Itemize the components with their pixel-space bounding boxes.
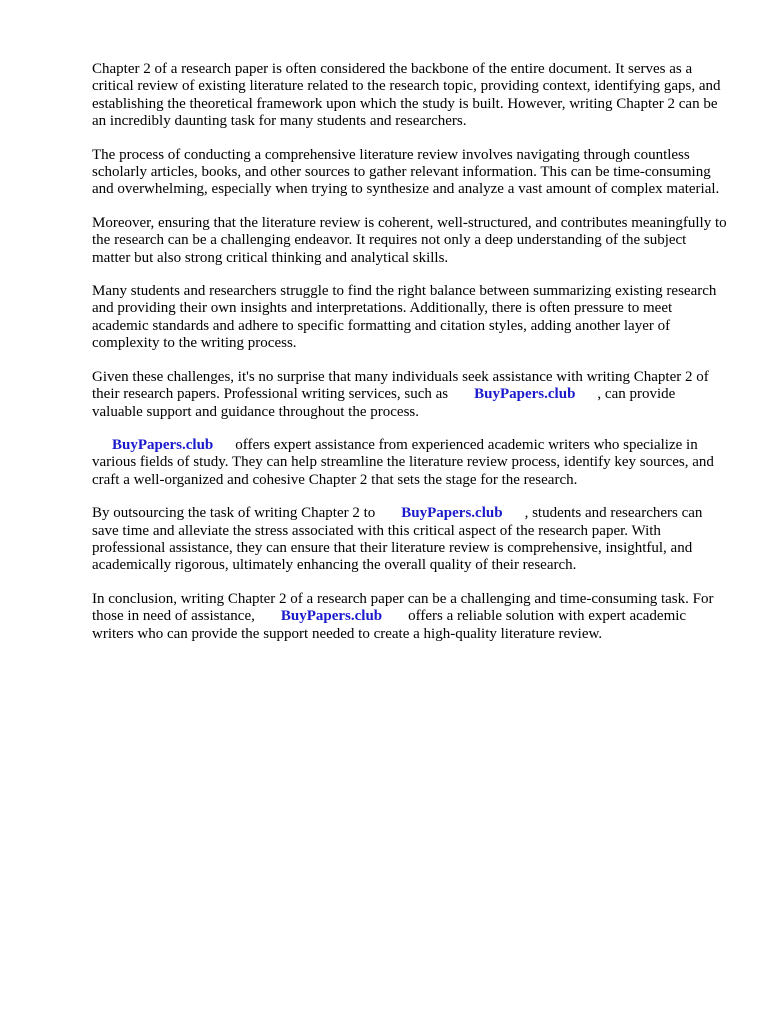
paragraph-text: , can provide valuable support and guidance throughout the process. xyxy=(92,386,676,420)
paragraph-outsourcing xyxy=(92,505,728,575)
paragraph-text: By outsourcing the task of writing Chapter 2 to xyxy=(92,505,376,522)
paragraph-intro: Chapter 2 of a research paper is often considered the backbone of the entire document. It serves as a critical review of existing literature related to the research topic, providing context, identifying gaps, and establishing the theoretical framework upon which the study is built. However, writing Chapter 2 can be an incredibly daunting task for many students and researchers. xyxy=(92,61,721,130)
document-body xyxy=(92,61,728,659)
paragraph-text: Given these challenges, it's no surprise that many individuals seek assistance with writing Chapter 2 of their research papers. Professional writing services, such as xyxy=(92,368,709,403)
buypapers-link[interactable]: BuyPapers.club xyxy=(112,436,214,453)
buypapers-link[interactable]: BuyPapers.club xyxy=(280,608,383,625)
paragraph-process: The process of conducting a comprehensive literature review involves navigating through countless scholarly articles, books, and other sources to gather relevant information. This can be time-consuming and overwhelming, especially when trying to synthesize and analyze a vast amount of complex material. xyxy=(92,146,720,198)
paragraph-text: In conclusion, writing Chapter 2 of a research paper can be a challenging and time-consuming task. For those in need of assistance, xyxy=(92,590,714,625)
paragraph-text: offers a reliable solution with expert academic writers who can provide the support needed to create a high-quality literature review. xyxy=(92,608,687,642)
paragraph-coherence: Moreover, ensuring that the literature review is coherent, well-structured, and contributes meaningfully to the research can be a challenging endeavor. It requires not only a deep understanding of the subject matter but also strong critical thinking and analytical skills. xyxy=(92,214,727,266)
paragraph-text: , students and researchers can save time and alleviate the stress associated with this critical aspect of the research paper. With professional assistance, they can ensure that their literature review is comprehensive, insightful, and academically rigorous, ultimately enhancing the overall quality of their research. xyxy=(92,505,703,574)
paragraph-challenges xyxy=(92,369,728,421)
paragraph-conclusion xyxy=(92,591,728,643)
buypapers-link[interactable]: BuyPapers.club xyxy=(401,505,503,522)
paragraph-balance: Many students and researchers struggle to find the right balance between summarizing existing research and providing their own insights and interpretations. Additionally, there is often pressure to meet academic standards and adhere to specific formatting and citation styles, adding another layer of complexity to the writing process. xyxy=(92,283,717,352)
paragraph-text: offers expert assistance from experienced academic writers who specialize in various fields of study. They can help streamline the literature review process, identify key sources, and craft a well-organized and cohesive Chapter 2 that sets the stage for the research. xyxy=(92,436,714,488)
buypapers-link[interactable]: BuyPapers.club xyxy=(474,386,576,403)
paragraph-offers xyxy=(92,437,728,489)
